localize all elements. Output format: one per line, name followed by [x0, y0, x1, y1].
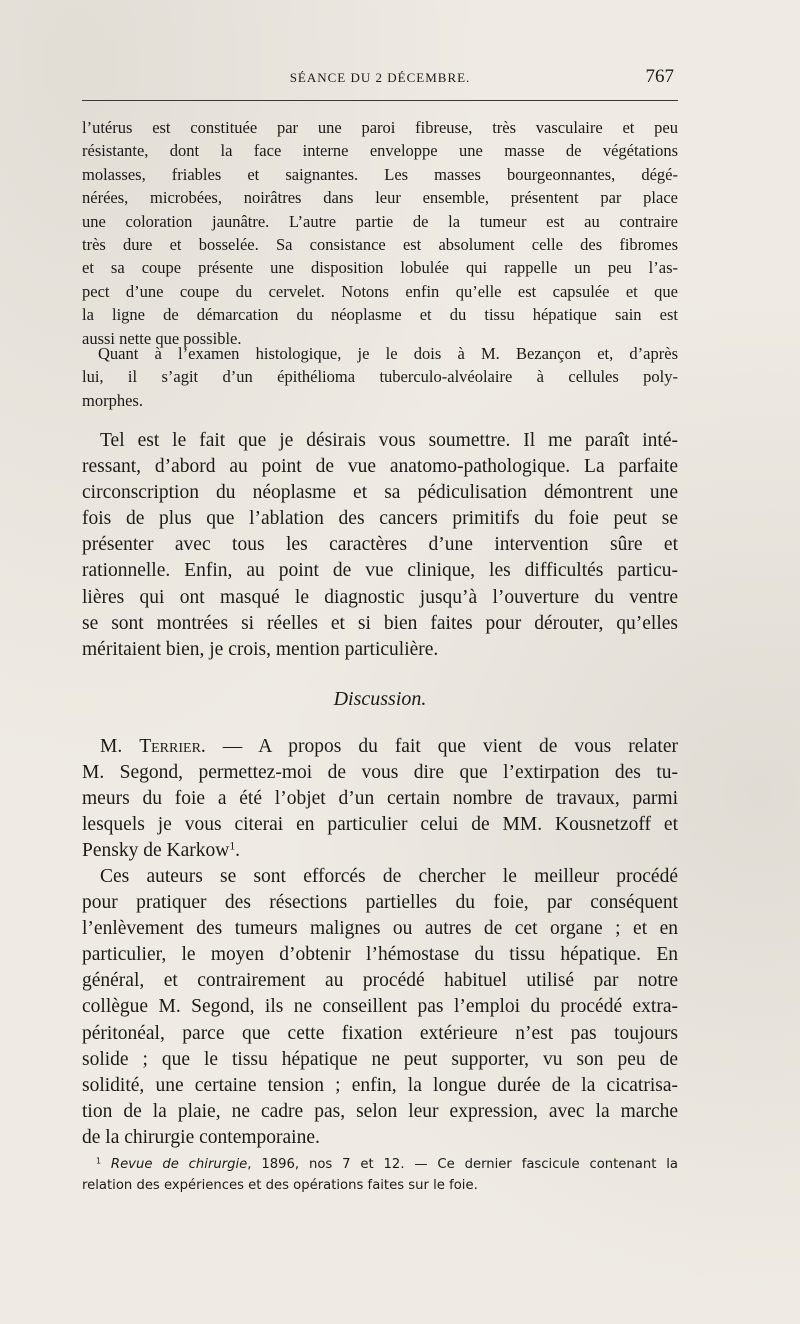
- paragraph-3: [82, 428, 678, 663]
- text-line: l’enlèvement des tumeurs malignes ou autres de cet organe ; et en: [82, 918, 678, 940]
- text-line: Tel est le fait que je désirais vous soumettre. Il me paraît inté-: [100, 430, 678, 451]
- footnote: [82, 1154, 678, 1196]
- text-line: fois de plus que l’ablation des cancers primitifs du foie peut se: [82, 508, 678, 530]
- text-line: général, et contrairement au procédé habituel utilisé par notre: [82, 970, 678, 992]
- first-line-rest: — A propos du fait que vient de vous relater: [205, 736, 678, 757]
- footnote-reference: 1: [229, 839, 236, 853]
- text-line: nérées, microbées, noirâtres dans leur ensemble, présentent par place: [82, 188, 678, 208]
- text-line: morphes.: [82, 390, 143, 410]
- text-line: se sont montrées si réelles et si bien faites pour dérouter, qu’elles: [82, 612, 678, 634]
- text-line: pour pratiquer des résections partielles du foie, par conséquent: [82, 892, 678, 914]
- running-head: [82, 66, 678, 90]
- text-line: solidité, une certaine tension ; enfin, la longue durée de la cicatrisa-: [82, 1074, 678, 1096]
- last-line-end: .: [235, 840, 241, 862]
- text-line: M. Segond, permettez-moi de vous dire que l’extirpation des tu-: [82, 762, 678, 784]
- text-line: et sa coupe présente une disposition lobulée qui rappelle un peu l’as-: [82, 258, 678, 278]
- text-line: collègue M. Segond, ils ne conseillent pas l’emploi du procédé extra-: [82, 996, 678, 1018]
- footnote-line: [82, 1154, 678, 1175]
- text-line: lières qui ont masqué le diagnostic jusqu’à l’ouverture du ventre: [82, 586, 678, 608]
- text-line: lesquels je vous citerai en particulier celui de MM. Kousnetzoff et: [82, 814, 678, 836]
- text-line: circonscription du néoplasme et sa pédiculisation démontrent une: [82, 482, 678, 504]
- text-line: de la chirurgie contemporaine.: [82, 1126, 320, 1148]
- speaker-name: Terrier.: [139, 736, 206, 757]
- text-line: résistante, dont la face interne enveloppe une masse de végétations: [82, 141, 678, 161]
- paragraph-1: [82, 116, 678, 350]
- text-line: meurs du foie a été l’objet d’un certain nombre de travaux, parmi: [82, 788, 678, 810]
- text-line: rationnelle. Enfin, au point de vue clinique, les difficultés particu-: [82, 560, 678, 582]
- text-line: aussi nette que possible.: [82, 328, 242, 348]
- header-rule: [82, 100, 678, 101]
- text-line: solide ; que le tissu hépatique ne peut supporter, vu son peu de: [82, 1048, 678, 1070]
- text-line: [82, 734, 678, 760]
- text-line: méritaient bien, je crois, mention particulière.: [82, 638, 439, 660]
- page-number: 767: [645, 66, 674, 87]
- footnote-line: relation des expériences et des opérations faites sur le foie.: [82, 1178, 478, 1193]
- text-line: une coloration jaunâtre. L’autre partie de la tumeur est au contraire: [82, 211, 678, 231]
- text-line: Ces auteurs se sont efforcés de chercher le meilleur procédé: [100, 866, 678, 887]
- text-line: [82, 838, 678, 864]
- text-line: très dure et bosselée. Sa consistance est absolument celle des fibromes: [82, 235, 678, 255]
- paragraph-2: [82, 342, 678, 412]
- text-line: tion de la plaie, ne cadre pas, selon leur expression, avec la marche: [82, 1100, 678, 1122]
- text-line: l’utérus est constituée par une paroi fibreuse, très vasculaire et peu: [82, 118, 678, 137]
- footnote-line-1-rest: , 1896, nos 7 et 12. — Ce dernier fascicule contenant la: [247, 1157, 678, 1172]
- discussion-paragraph-2: [82, 864, 678, 1151]
- text-line: péritonéal, parce que cette fixation extérieure n’est pas toujours: [82, 1022, 678, 1044]
- text-line: particulier, le moyen d’obtenir l’hémostase du tissu hépatique. En: [82, 944, 678, 966]
- text-line: molasses, friables et saignantes. Les masses bourgeonnantes, dégé-: [82, 164, 678, 184]
- footnote-mark: 1: [96, 1156, 102, 1166]
- journal-title: Revue de chirurgie: [110, 1157, 248, 1172]
- text-line: la ligne de démarcation du néoplasme et du tissu hépatique sain est: [82, 305, 678, 325]
- speaker-prefix: M.: [100, 736, 140, 757]
- section-heading: Discussion.: [333, 688, 427, 710]
- text-line: Quant à l’examen histologique, je le dois à M. Bezançon et, d’après: [98, 344, 678, 363]
- text-line: présenter avec tous les caractères d’une intervention sûre et: [82, 534, 678, 556]
- last-line-text: Pensky de Karkow: [82, 840, 230, 862]
- running-title: SÉANCE DU 2 DÉCEMBRE.: [289, 70, 471, 85]
- discussion-paragraph-1: [82, 734, 678, 864]
- text-line: lui, il s’agit d’un épithélioma tuberculo-alvéolaire à cellules poly-: [82, 367, 678, 387]
- text-line: pect d’une coupe du cervelet. Notons enfin qu’elle est capsulée et que: [82, 281, 678, 301]
- text-line: ressant, d’abord au point de vue anatomo-pathologique. La parfaite: [82, 456, 678, 478]
